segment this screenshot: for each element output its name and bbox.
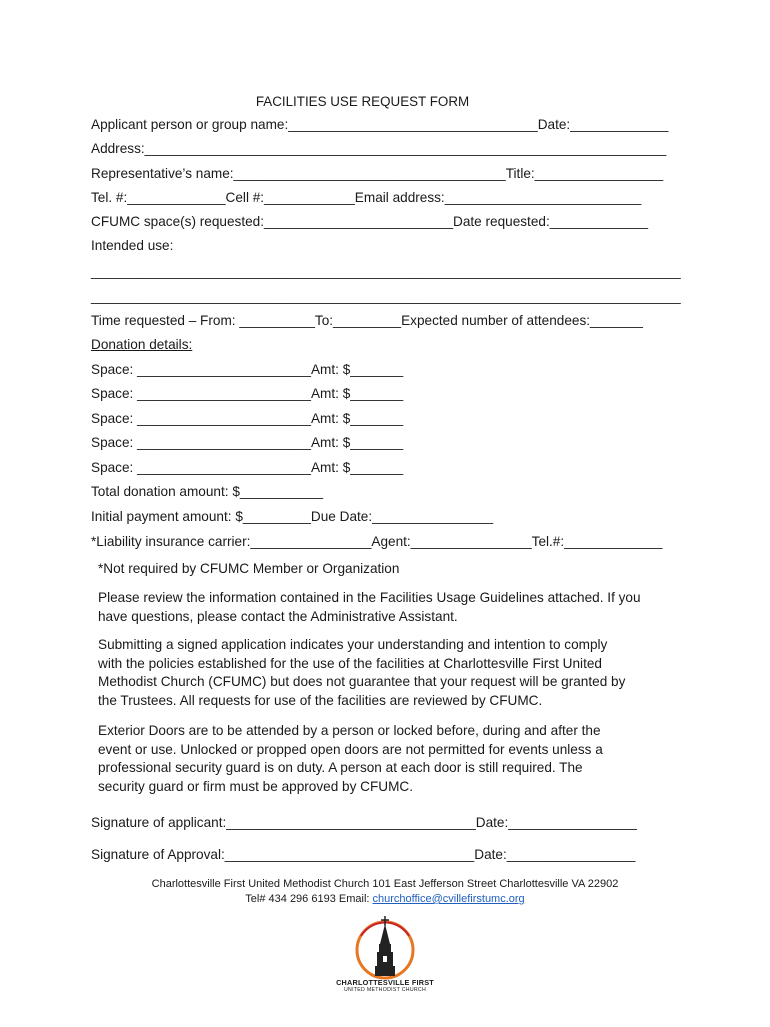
review-paragraph bbox=[98, 589, 678, 626]
form-title: FACILITIES USE REQUEST FORM bbox=[255, 94, 470, 109]
member-note: *Not required by CFUMC Member or Organization bbox=[98, 561, 400, 576]
paragraph-line: Submitting a signed application indicates your understanding and intention to comply bbox=[98, 637, 608, 652]
footer-tel: Tel# 434 296 6193 Email: bbox=[245, 893, 373, 905]
space-requested-line[interactable]: CFUMC space(s) requested:_________________________Date requested:_____________ bbox=[91, 214, 649, 229]
logo-subtitle: UNITED METHODIST CHURCH bbox=[343, 987, 427, 993]
address-line[interactable]: Address:_____________________________________________________________________ bbox=[91, 141, 667, 156]
donation-space-row[interactable]: Space: _______________________Amt: $_______ bbox=[91, 411, 404, 426]
donation-space-row[interactable]: Space: _______________________Amt: $_______ bbox=[91, 362, 404, 377]
church-steeple-icon bbox=[340, 910, 430, 1022]
paragraph-line: Exterior Doors are to be attended by a person or locked before, during and after the bbox=[98, 723, 601, 738]
donation-space-row[interactable]: Space: _______________________Amt: $_______ bbox=[91, 386, 404, 401]
signature-applicant-line[interactable]: Signature of applicant:_________________________________Date:_________________ bbox=[91, 815, 637, 830]
paragraph-line: Methodist Church (CFUMC) but does not guarantee that your request will be granted by bbox=[98, 674, 626, 690]
signature-approval-line[interactable]: Signature of Approval:_________________________________Date:_________________ bbox=[91, 847, 636, 862]
intended-use-blank-2[interactable]: ______________________________________________________________________________ bbox=[91, 289, 681, 304]
exterior-doors-paragraph bbox=[98, 722, 678, 796]
footer-address: Charlottesville First United Methodist Church 101 East Jefferson Street Charlottesville VA 22902 bbox=[151, 878, 619, 890]
tel-line[interactable]: Tel. #:_____________Cell #:____________Email address:__________________________ bbox=[91, 190, 642, 205]
intended-use-blank-1[interactable]: ______________________________________________________________________________ bbox=[91, 264, 681, 279]
paragraph-line: professional security guard is on duty. A person at each door is still required. The bbox=[98, 760, 583, 776]
paragraph-line: with the policies established for the use of the facilities at Charlottesville First United bbox=[98, 655, 602, 671]
donation-details-heading: Donation details: bbox=[91, 337, 193, 352]
footer-contact bbox=[0, 893, 770, 905]
email-link[interactable]: churchoffice@cvillefirstumc.org bbox=[372, 893, 525, 905]
representative-line[interactable]: Representative’s name:____________________________________Title:_________________ bbox=[91, 166, 664, 181]
donation-space-row[interactable]: Space: _______________________Amt: $_______ bbox=[91, 435, 404, 450]
submitting-paragraph bbox=[98, 636, 678, 710]
logo-name: CHARLOTTESVILLE FIRST bbox=[336, 978, 434, 987]
paragraph-line: have questions, please contact the Administrative Assistant. bbox=[98, 608, 458, 624]
time-requested-line[interactable]: Time requested – From: __________To:_________Expected number of attendees:_______ bbox=[91, 313, 643, 328]
intended-use-label: Intended use: bbox=[91, 238, 174, 253]
applicant-line[interactable]: Applicant person or group name:_________________________________Date:_____________ bbox=[91, 117, 669, 132]
initial-payment-line[interactable]: Initial payment amount: $_________Due Date:________________ bbox=[91, 509, 494, 524]
paragraph-line: event or use. Unlocked or propped open doors are not permitted for events unless a bbox=[98, 741, 603, 757]
total-donation-line[interactable]: Total donation amount: $___________ bbox=[91, 484, 324, 499]
liability-insurance-line[interactable]: *Liability insurance carrier:________________Agent:________________Tel.#:_____________ bbox=[91, 534, 663, 549]
donation-space-row[interactable]: Space: _______________________Amt: $_______ bbox=[91, 460, 404, 475]
paragraph-line: Please review the information contained in the Facilities Usage Guidelines attached. If you bbox=[98, 590, 641, 605]
paragraph-line: security guard or firm must be approved by CFUMC. bbox=[98, 778, 414, 794]
church-logo bbox=[336, 910, 434, 1022]
paragraph-line: the Trustees. All requests for use of the facilities are reviewed by CFUMC. bbox=[98, 692, 543, 708]
